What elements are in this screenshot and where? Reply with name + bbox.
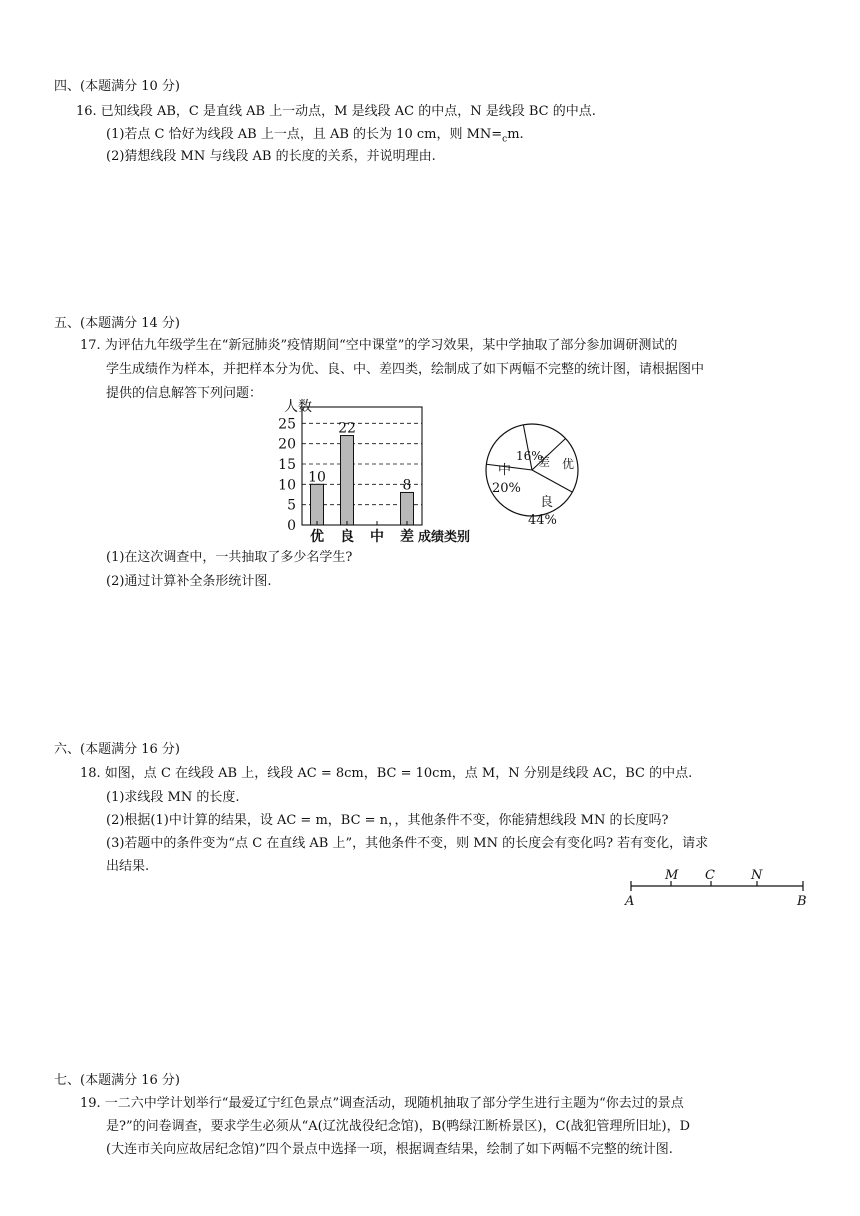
- y-tick-label: 10: [278, 477, 296, 494]
- part-1-sub: c: [502, 134, 508, 145]
- question-18-part-3: (3)若题中的条件变为“点 C 在直线 AB 上”，其他条件不变，则 MN 的长度会有变化吗? 若有变化，请求: [106, 836, 709, 851]
- part-1-tail: m.: [507, 127, 524, 142]
- data-label: 10: [308, 469, 326, 486]
- question-17-line-2: 学生成绩作为样本，并把样本分为优、良、中、差四类，绘制成了如下两幅不完整的统计图，请根据图中: [106, 362, 705, 377]
- y-tick-label: 5: [287, 497, 296, 514]
- y-axis-label: 人数: [284, 399, 312, 415]
- question-18: 18. 如图，点 C 在线段 AB 上，线段 AC = 8cm，BC = 10cm，点 M，N 分别是线段 AC，BC 的中点.: [80, 766, 693, 781]
- question-18-part-3-cont: 出结果.: [106, 859, 150, 874]
- pie-slice-label: 差: [538, 455, 551, 469]
- data-label: 22: [338, 420, 356, 437]
- pie-slice-percent: 20%: [492, 481, 521, 496]
- question-18-part-2: (2)根据(1)中计算的结果，设 AC = m，BC = n，，其他条件不变，你能猜想线段 MN 的长度吗?: [106, 813, 669, 828]
- question-16-part-2: (2)猜想线段 MN 与线段 AB 的长度的关系，并说明理由.: [106, 149, 436, 164]
- question-17-part-1: (1)在这次调查中，一共抽取了多少名学生?: [106, 550, 353, 565]
- bar: [341, 436, 354, 525]
- question-19-line-2: 是?”的问卷调查，要求学生必须从“A(辽沈战役纪念馆)，B(鸭绿江断桥景区)，C(战犯管理所旧址)，D: [106, 1119, 691, 1134]
- section-header-6: 六、(本题满分 16 分): [54, 742, 180, 757]
- y-tick-label: 0: [287, 518, 296, 534]
- y-tick-label: 20: [278, 436, 296, 453]
- segment-figure: [622, 868, 812, 908]
- x-tick-label: 优: [310, 529, 324, 545]
- question-17-part-2: (2)通过计算补全条形统计图.: [106, 574, 272, 589]
- bar: [401, 492, 414, 525]
- y-tick-label: 25: [278, 416, 296, 433]
- section-header-5: 五、(本题满分 14 分): [54, 316, 180, 331]
- y-tick-label: 15: [278, 457, 296, 473]
- label-A: A: [625, 894, 635, 908]
- part-1-text: (1)若点 C 恰好为线段 AB 上一点，且 AB 的长为 10 cm，则 MN=: [106, 127, 503, 142]
- question-18-part-1: (1)求线段 MN 的长度.: [106, 790, 240, 805]
- x-tick-label: 良: [340, 529, 354, 545]
- x-tick-label: 差: [400, 529, 414, 545]
- label-N: N: [751, 868, 763, 883]
- pie-chart: [484, 410, 594, 530]
- question-19-line-3: (大连市关向应故居纪念馆)”四个景点中选择一项，根据调查结果，绘制了如下两幅不完整的统计图.: [106, 1142, 673, 1157]
- section-header-7: 七、(本题满分 16 分): [54, 1073, 180, 1088]
- pie-slice-label: 中: [498, 463, 512, 478]
- label-B: B: [797, 894, 807, 908]
- data-label: 8: [402, 477, 412, 494]
- section-header-4: 四、(本题满分 10 分): [54, 79, 180, 94]
- bar: [311, 484, 324, 525]
- label-C: C: [705, 868, 715, 883]
- x-axis-label: 成绩类别: [418, 530, 471, 545]
- question-16: 16. 已知线段 AB，C 是直线 AB 上一动点，M 是线段 AC 的中点，N 是线段 BC 的中点.: [76, 104, 596, 119]
- pie-slice-label: 良: [540, 495, 554, 510]
- pie-slice-percent: 16%: [516, 449, 543, 463]
- question-16-part-1: [106, 126, 524, 149]
- pie-slice-label: 优: [562, 457, 575, 471]
- label-M: M: [665, 868, 679, 883]
- question-19-line-1: 19. 一二六中学计划举行“最爱辽宁红色景点”调查活动，现随机抽取了部分学生进行主题为“你去过的景点: [80, 1096, 684, 1111]
- pie-slice-percent: 44%: [528, 513, 557, 528]
- question-17-line-3: 提供的信息解答下列问题：: [106, 386, 263, 401]
- question-17-line-1: 17. 为评估九年级学生在“新冠肺炎”疫情期间“空中课堂”的学习效果，某中学抽取了部分参加调研测试的: [80, 338, 678, 353]
- x-tick-label: 中: [370, 529, 384, 545]
- bar-chart: [270, 395, 500, 545]
